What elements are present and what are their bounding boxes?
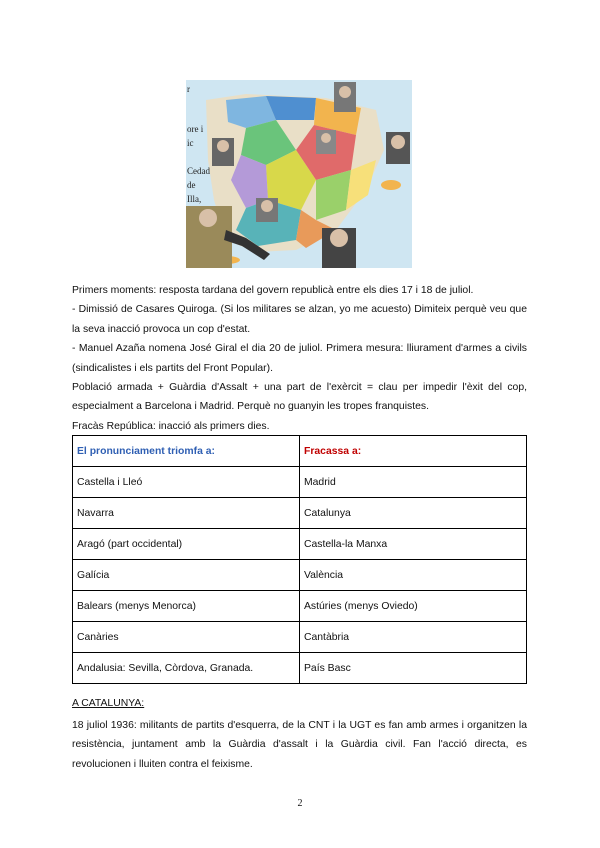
table-row [73, 467, 527, 498]
fail-cell: Castella-la Manxa [300, 529, 527, 560]
map-fragment: r [187, 84, 190, 94]
table-row [73, 591, 527, 622]
triumph-cell: Canàries [73, 622, 300, 653]
triumph-cell: Galícia [73, 560, 300, 591]
map-fragment: ore i [187, 124, 204, 134]
paragraph: - Dimissió de Casares Quiroga. (Si los militares se alzan, yo me acuesto) Dimiteix perquè veu que la seva inacció provoca un cop d'estat. [72, 304, 527, 335]
map-fragment: Illa, [187, 194, 202, 204]
page-number: 2 [297, 798, 303, 809]
map-fragment: de [187, 180, 196, 190]
body-text [72, 281, 527, 436]
table-header-row [73, 436, 527, 467]
triumph-cell: Andalusia: Sevilla, Còrdova, Granada. [73, 653, 300, 684]
table-row [73, 529, 527, 560]
table-row [73, 653, 527, 684]
triumph-cell: Aragó (part occidental) [73, 529, 300, 560]
catalunya-paragraph: 18 juliol 1936: militants de partits d'esquerra, de la CNT i la UGT es fan amb armes i organitzen la resistència, juntament amb la Guàrdia d'assalt i la Guàrdia civil. Fan l'acció directa, es revolucionen i lluiten contra el feixisme. [72, 720, 527, 770]
fail-cell: Cantàbria [300, 622, 527, 653]
fail-cell: València [300, 560, 527, 591]
fail-cell: Madrid [300, 467, 527, 498]
triumph-cell: Castella i Lleó [73, 467, 300, 498]
paragraph: - Manuel Azaña nomena José Giral el dia 20 de juliol. Primera mesura: lliurament d'armes a civils (sindicalistes i els partits del Front Popular). [72, 343, 527, 374]
paragraph: Fracàs República: inacció als primers dies. [72, 420, 270, 432]
map-fragment: ic [187, 138, 194, 148]
table-row [73, 622, 527, 653]
map-fragment: Cedad [187, 166, 210, 176]
triumph-cell: Balears (menys Menorca) [73, 591, 300, 622]
uprising-results-table [72, 435, 527, 684]
table-row [73, 498, 527, 529]
fail-cell: Catalunya [300, 498, 527, 529]
table-row [73, 560, 527, 591]
section-heading-catalunya: A CATALUNYA: [72, 698, 145, 709]
map-of-spain-figure [186, 80, 412, 268]
fail-cell: Astúries (menys Oviedo) [300, 591, 527, 622]
fail-cell: País Basc [300, 653, 527, 684]
triumph-cell: Navarra [73, 498, 300, 529]
header-triumph: El pronunciament triomfa a: [73, 436, 300, 467]
paragraph: Població armada + Guàrdia d'Assalt + una part de l'exèrcit = clau per impedir l'èxit del cop, especialment a Barcelona i Madrid. Perquè no guanyin les tropes franquistes. [72, 382, 527, 413]
map-of-spain-icon [186, 80, 412, 268]
header-fail: Fracassa a: [300, 436, 527, 467]
paragraph: Primers moments: resposta tardana del govern republicà entre els dies 17 i 18 de juliol. [72, 285, 474, 296]
